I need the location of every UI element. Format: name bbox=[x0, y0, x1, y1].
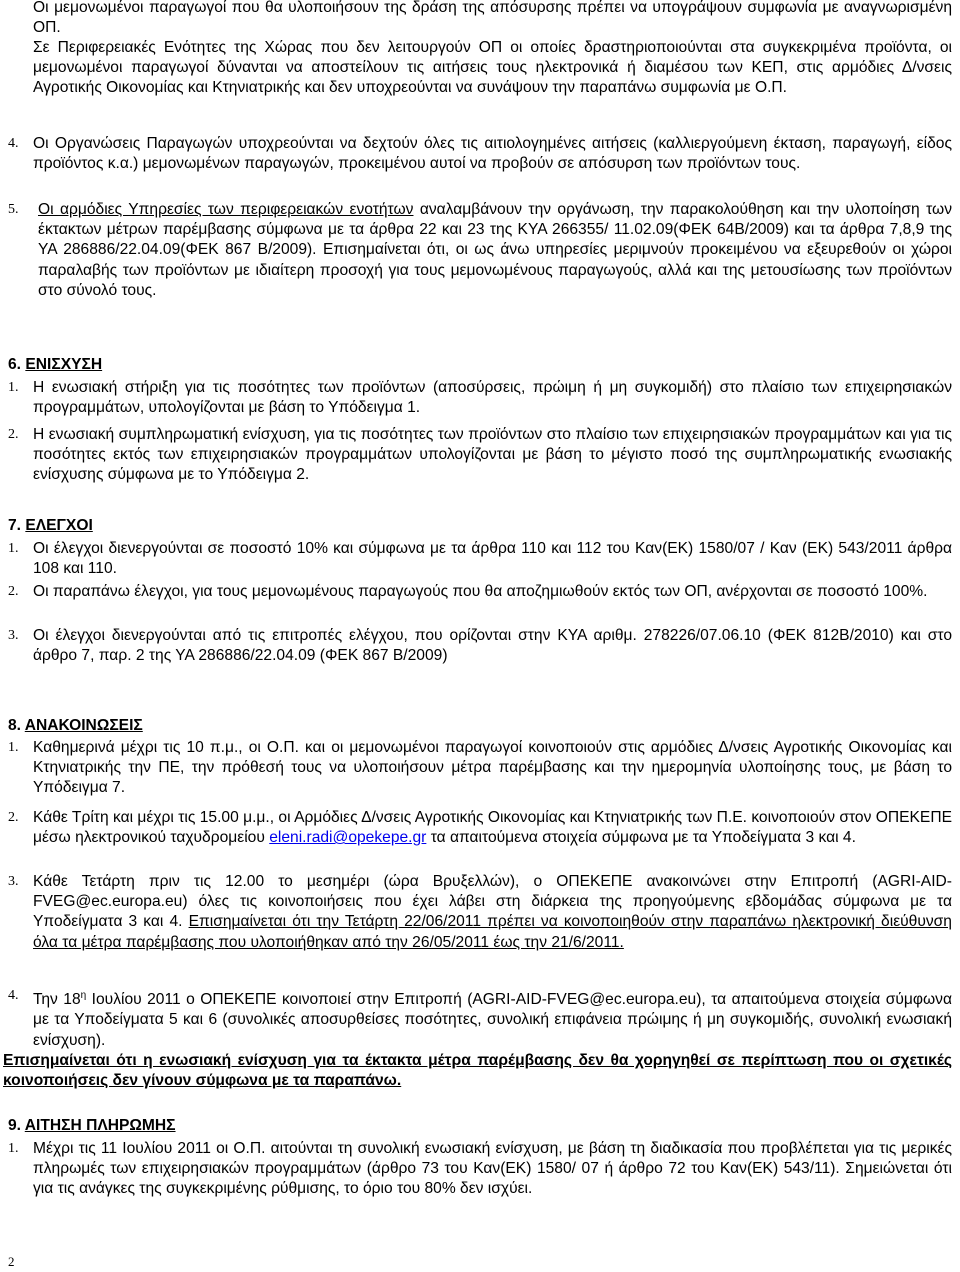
page-number: 2 bbox=[8, 1254, 15, 1269]
item-5-number: 5. bbox=[8, 202, 19, 217]
section-9-heading bbox=[8, 1116, 176, 1136]
email-link[interactable]: eleni.radi@opekepe.gr bbox=[269, 829, 427, 847]
s8-item-3-number: 3. bbox=[8, 874, 19, 889]
intro-paragraph-1: Οι μεμονωμένοι παραγωγοί που θα υλοποιήσουν της δράση της απόσυρσης πρέπει να υπογράψουν συμφωνία με αναγνωρισμένη ΟΠ. bbox=[33, 0, 952, 37]
s8-item-4-pre: Την 18 bbox=[33, 991, 81, 1009]
s8-item-1-number: 1. bbox=[8, 740, 19, 755]
s8-item-2-after: τα απαιτούμενα στοιχεία σύμφωνα με τα Υποδείγματα 3 και 4. bbox=[426, 829, 856, 847]
s9-item-1-text: Μέχρι τις 11 Ιουλίου 2011 οι Ο.Π. αιτούνται τη συνολική ενωσιακή ενίσχυση, με βάση τη διαδικασία που προβλέπεται για τις μερικές πληρωμές των επιχειρησιακών προγραμμάτων (άρθρο 73 του Καν(ΕΚ) 1580/ 07 ή άρθρο 72 του Καν(ΕΚ) 543/11). Σημειώνεται ότι για τις ανάγκες της συγκεκριμένης ρύθμισης, το όριο του 80% δεν ισχύει. bbox=[33, 1140, 952, 1198]
section-8-title: ΑΝΑΚΟΙΝΩΣΕΙΣ bbox=[24, 717, 143, 734]
item-4-number: 4. bbox=[8, 136, 19, 151]
section-6-heading bbox=[8, 355, 102, 375]
section-7-title: ΕΛΕΓΧΟΙ bbox=[25, 517, 93, 534]
s8-item-4-paragraph bbox=[33, 986, 952, 1051]
section-9-prefix: 9. bbox=[8, 1117, 25, 1134]
s6-item-1-number: 1. bbox=[8, 380, 19, 395]
section-6-prefix: 6. bbox=[8, 356, 26, 373]
section-6-title: ΕΝΙΣΧΥΣΗ bbox=[25, 356, 103, 373]
s8-item-2-paragraph bbox=[33, 808, 952, 848]
item-5-paragraph bbox=[38, 200, 952, 301]
s6-item-2-number: 2. bbox=[8, 427, 19, 442]
item-5-text: αναλαμβάνουν την οργάνωση, την παρακολούθηση και την υλοποίηση των έκτακτων μέτρων παρέμβασης σύμφωνα με τα άρθρα 22 και 23 της ΚΥΑ 266355/ 11.02.09(ΦΕΚ 64Β/2009) και τα άρθρα 7,8,9 της ΥΑ 286886/22.04.09(ΦΕΚ 867 Β/2009). Επισημαίνεται ότι, οι ως άνω υπηρεσίες μεριμνούν προκειμένου να εξευρεθούν οι χώροι παραλαβής των προϊόντων με ιδιαίτερη προσοχή για τους μεμονωμένους παραγωγούς, αλλά και της μετουσίωσης των προϊόντων στο σύνολό τους. bbox=[38, 201, 952, 299]
s7-item-2-text: Οι παραπάνω έλεγχοι, για τους μεμονωμένους παραγωγούς που θα αποζημιωθούν εκτός των ΟΠ, ανέρχονται σε ποσοστό 100%. bbox=[33, 583, 928, 600]
section-7-heading bbox=[8, 516, 93, 536]
s8-item-1-text: Καθημερινά μέχρι τις 10 π.μ., οι Ο.Π. και οι μεμονωμένοι παραγωγοί κοινοποιούν στις αρμόδιες Δ/νσεις Αγροτικής Οικονομίας και Κτηνιατρικής την ΠΕ, την πρόθεσή τους να υλοποιήσουν μέτρα παρέμβασης και την ημερομηνία υλοποίησης τους, με βάση το Υπόδειγμα 7. bbox=[33, 739, 952, 797]
s7-item-2-number: 2. bbox=[8, 584, 19, 599]
s6-item-1-text: Η ενωσιακή στήριξη για τις ποσότητες των προϊόντων (αποσύρσεις, πρώιμη ή μη συγκομιδή) στο πλαίσιο των επιχειρησιακών προγραμμάτων, υπολογίζονται με βάση το Υπόδειγμα 1. bbox=[33, 379, 952, 417]
s6-item-2-text: Η ενωσιακή συμπληρωματική ενίσχυση, για τις ποσότητες των προϊόντων στο πλαίσιο των επιχειρησιακών προγραμμάτων και για τις ποσότητες εκτός των επιχειρησιακών προγραμμάτων υπολογίζονται με βάση το μέγιστο ποσό της συμπληρωματικής ενωσιακής ενίσχυσης σύμφωνα με το Υπόδειγμα 2. bbox=[33, 426, 952, 484]
section-8-heading bbox=[8, 716, 143, 736]
s8-item-4-sup: η bbox=[80, 990, 87, 1001]
s8-item-2-before: Κάθε Τρίτη και μέχρι τις 15.00 μ.μ., οι Αρμόδιες Δ/νσεις Αγροτικής Οικονομίας και Κτηνιατρικής των Π.Ε. κοινοποιούν στον ΟΠΕΚΕΠΕ μέσω ηλεκτρονικού ταχυδρομείου bbox=[33, 809, 952, 847]
section-8-prefix: 8. bbox=[8, 717, 25, 734]
section-9-title: ΑΙΤΗΣΗ ΠΛΗΡΩΜΗΣ bbox=[24, 1117, 176, 1134]
item-5-underlined: Οι αρμόδιες Υπηρεσίες των περιφερειακών ενοτήτων bbox=[38, 201, 414, 218]
section-7-prefix: 7. bbox=[8, 517, 26, 534]
s8-item-2-number: 2. bbox=[8, 810, 19, 825]
intro-paragraph-2: Σε Περιφερειακές Ενότητες της Χώρας που δεν λειτουργούν ΟΠ οι οποίες δραστηριοποιούνται στα συγκεκριμένα προϊόντα, οι μεμονωμένοι παραγωγοί δύνανται να αποστείλουν τις αιτήσεις τους ηλεκτρονικά ή διαμέσου των ΚΕΠ, στις αρμόδιες Δ/νσεις Αγροτικής Οικονομίας και Κτηνιατρικής και δεν υποχρεούνται να συνάψουν την παραπάνω συμφωνία με Ο.Π. bbox=[33, 39, 952, 97]
s8-item-3-paragraph bbox=[33, 872, 952, 953]
s8-note: Επισημαίνεται ότι η ενωσιακή ενίσχυση για τα έκτακτα μέτρα παρέμβασης δεν θα χορηγηθεί σε περίπτωση που οι σχετικές κοινοποιήσεις δεν γίνουν σύμφωνα με τα παραπάνω. bbox=[3, 1052, 952, 1090]
s8-item-4-text: Ιουλίου 2011 ο ΟΠΕΚΕΠΕ κοινοποιεί στην Επιτροπή (AGRI-AID-FVEG@ec.europa.eu), τα απαιτούμενα στοιχεία σύμφωνα με τα Υποδείγματα 5 και 6 (συνολικές αποσυρθείσες ποσότητες, συνολική επιφάνεια πρώιμης ή μη συγκομιδής, συνολική ενωσιακή ενίσχυση). bbox=[33, 991, 952, 1049]
s9-item-1-number: 1. bbox=[8, 1141, 19, 1156]
s8-item-3-underlined: Επισημαίνεται ότι την Τετάρτη 22/06/2011 πρέπει να κοινοποιηθούν στην παραπάνω ηλεκτρονική διεύθυνση όλα τα μέτρα παρέμβασης που υλοποιήθηκαν από την 26/05/2011 έως την 21/6/2011. bbox=[33, 913, 952, 951]
s7-item-1-number: 1. bbox=[8, 541, 19, 556]
s7-item-3-text: Οι έλεγχοι διενεργούνται από τις επιτροπές ελέγχου, που ορίζονται στην ΚΥΑ αριθμ. 278226/07.06.10 (ΦΕΚ 812Β/2010) και στο άρθρο 7, παρ. 2 της ΥΑ 286886/22.04.09 (ΦΕΚ 867 Β/2009) bbox=[33, 627, 952, 665]
s8-item-4-number: 4. bbox=[8, 988, 19, 1003]
s7-item-3-number: 3. bbox=[8, 628, 19, 643]
s7-item-1-text: Οι έλεγχοι διενεργούνται σε ποσοστό 10% και σύμφωνα με τα άρθρα 110 και 112 του Καν(ΕΚ) 1580/07 / Καν (ΕΚ) 543/2011 άρθρα 108 και 110. bbox=[33, 540, 952, 578]
item-4-text: Οι Οργανώσεις Παραγωγών υποχρεούνται να δεχτούν όλες τις αιτιολογημένες αιτήσεις (καλλιεργούμενη έκταση, παραγωγή, είδος προϊόντος κ.α.) μεμονωμένων παραγωγών, προκειμένου αυτοί να προβούν σε απόσυρση των προϊόντων τους. bbox=[33, 135, 952, 173]
s8-item-3-before: Κάθε Τετάρτη πριν τις 12.00 το μεσημέρι (ώρα Βρυξελλών), ο ΟΠΕΚΕΠΕ ανακοινώνει στην Επιτροπή (AGRI-AID-FVEG@ec.europa.eu) όλες τις κοινοποιήσεις που έχει λάβει στη διάρκεια της προηγούμενης εβδομάδας σύμφωνα με τα Υποδείγματα 3 και 4. bbox=[33, 873, 952, 931]
